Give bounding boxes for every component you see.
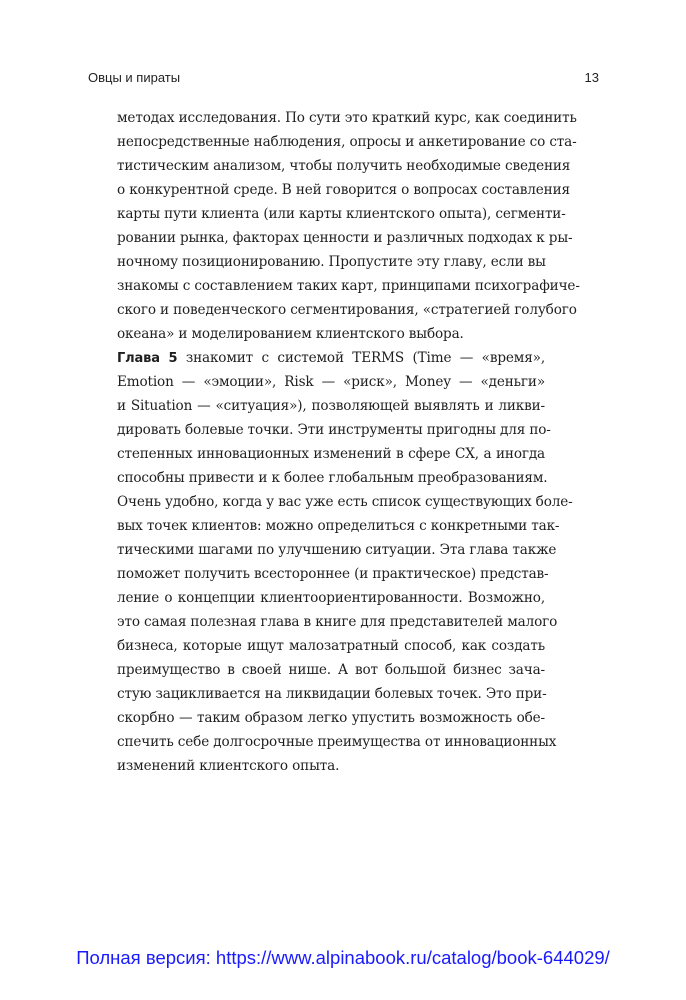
text-line: и Situation — «ситуация»), позволяющей выявлять и ликви- [117,398,545,414]
text-line: преимущество в своей нише. А вот большой бизнес зача- [117,662,545,678]
page-number: 13 [584,70,599,85]
text-line: спечить себе долгосрочные преимущества от инновационных [117,734,557,750]
text-line: непосредственные наблюдения, опросы и анкетирование со ста- [117,134,577,150]
text-line: методах исследования. По сути это краткий курс, как соединить [117,110,577,126]
text-span: знакомит с системой TERMS (Time — «время», [177,350,545,366]
text-line: карты пути клиента (или карты клиентского опыта), сегменти- [117,206,566,222]
text-line: ночному позиционированию. Пропустите эту главу, если вы [117,254,546,270]
book-title: Овцы и пираты [88,70,181,85]
text-line: бизнеса, которые ищут малозатратный способ, как создать [117,638,545,654]
text-line: океана» и моделированием клиентского выбора. [117,326,464,342]
text-line: изменений клиентского опыта. [117,758,340,774]
text-line: знакомы с составлением таких карт, принципами психографиче- [117,278,580,294]
text-line: вых точек клиентов: можно определиться с конкретными так- [117,518,560,534]
text-line: дировать болевые точки. Эти инструменты пригодны для по- [117,422,551,438]
full-version-link[interactable]: Полная версия: https://www.alpinabook.ru/catalog/book-644029/ [76,947,610,968]
text-line: ровании рынка, факторах ценности и различных подходах к ры- [117,230,573,246]
chapter-reference: Глава 5 [117,351,178,366]
text-line: ление о концепции клиентоориентированности. Возможно, [117,590,545,606]
text-line: Очень удобно, когда у вас уже есть список существующих боле- [117,494,573,510]
running-head [88,70,599,88]
text-line: Emotion — «эмоции», Risk — «риск», Money — «деньги» [117,374,545,390]
text-line: стую зацикливается на ликвидации болевых точек. Это при- [117,686,547,702]
text-line: степенных инновационных изменений в сфере CX, а иногда [117,446,545,462]
text-line: тистическим анализом, чтобы получить необходимые сведения [117,158,571,174]
text-line: скорбно — таким образом легко упустить возможность обе- [117,710,545,726]
text-line: тическими шагами по улучшению ситуации. Эта глава также [117,542,557,558]
text-line: это самая полезная глава в книге для представителей малого [117,614,558,630]
text-line: поможет получить всестороннее (и практическое) представ- [117,566,549,582]
text-line: о конкурентной среде. В ней говорится о вопросах составления [117,182,570,198]
text-line: ского и поведенческого сегментирования, «стратегией голубого [117,302,577,318]
text-line: способны привести и к более глобальным преобразованиям. [117,470,548,486]
text-line [117,350,545,367]
